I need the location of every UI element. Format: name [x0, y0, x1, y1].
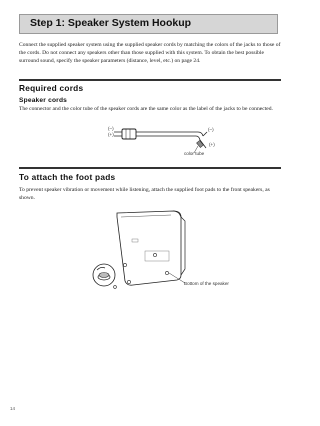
caption-bottom-of-speaker: Bottom of the speaker [184, 281, 229, 286]
label-color-tube: color tube [184, 151, 205, 156]
intro-paragraph: Connect the supplied speaker system using the supplied speaker cords by matching the colors of the jacks to those of the cords. Do not connect any speakers other than those supplied with this system. To obtain the best possible surround sound, specify the speaker parameters (distance, level, etc.) on page 24. [19, 42, 281, 64]
section-rule-required-cords [19, 79, 281, 81]
page-title: Step 1: Speaker System Hookup [30, 17, 192, 29]
foot-pads-paragraph: To prevent speaker vibration or movement while listening, attach the supplied foot pads to the front speakers, as shown. [19, 187, 270, 201]
section-title-bar [19, 14, 278, 34]
heading-required-cords: Required cords [19, 83, 84, 93]
page-number: 14 [10, 406, 16, 411]
label-plus-right: (+) [209, 142, 215, 147]
label-plus-left: (+) [108, 132, 114, 137]
speaker-cords-paragraph: The connector and the color tube of the speaker cords are the same color as the label of the jacks to be connected. [19, 106, 273, 112]
foot-pad-detail-icon [91, 262, 117, 288]
section-rule-foot-pads [19, 167, 281, 169]
label-minus-right: (–) [208, 127, 214, 132]
label-minus-left: (–) [108, 126, 114, 131]
subheading-speaker-cords: Speaker cords [19, 97, 68, 104]
heading-foot-pads: To attach the foot pads [19, 172, 116, 182]
